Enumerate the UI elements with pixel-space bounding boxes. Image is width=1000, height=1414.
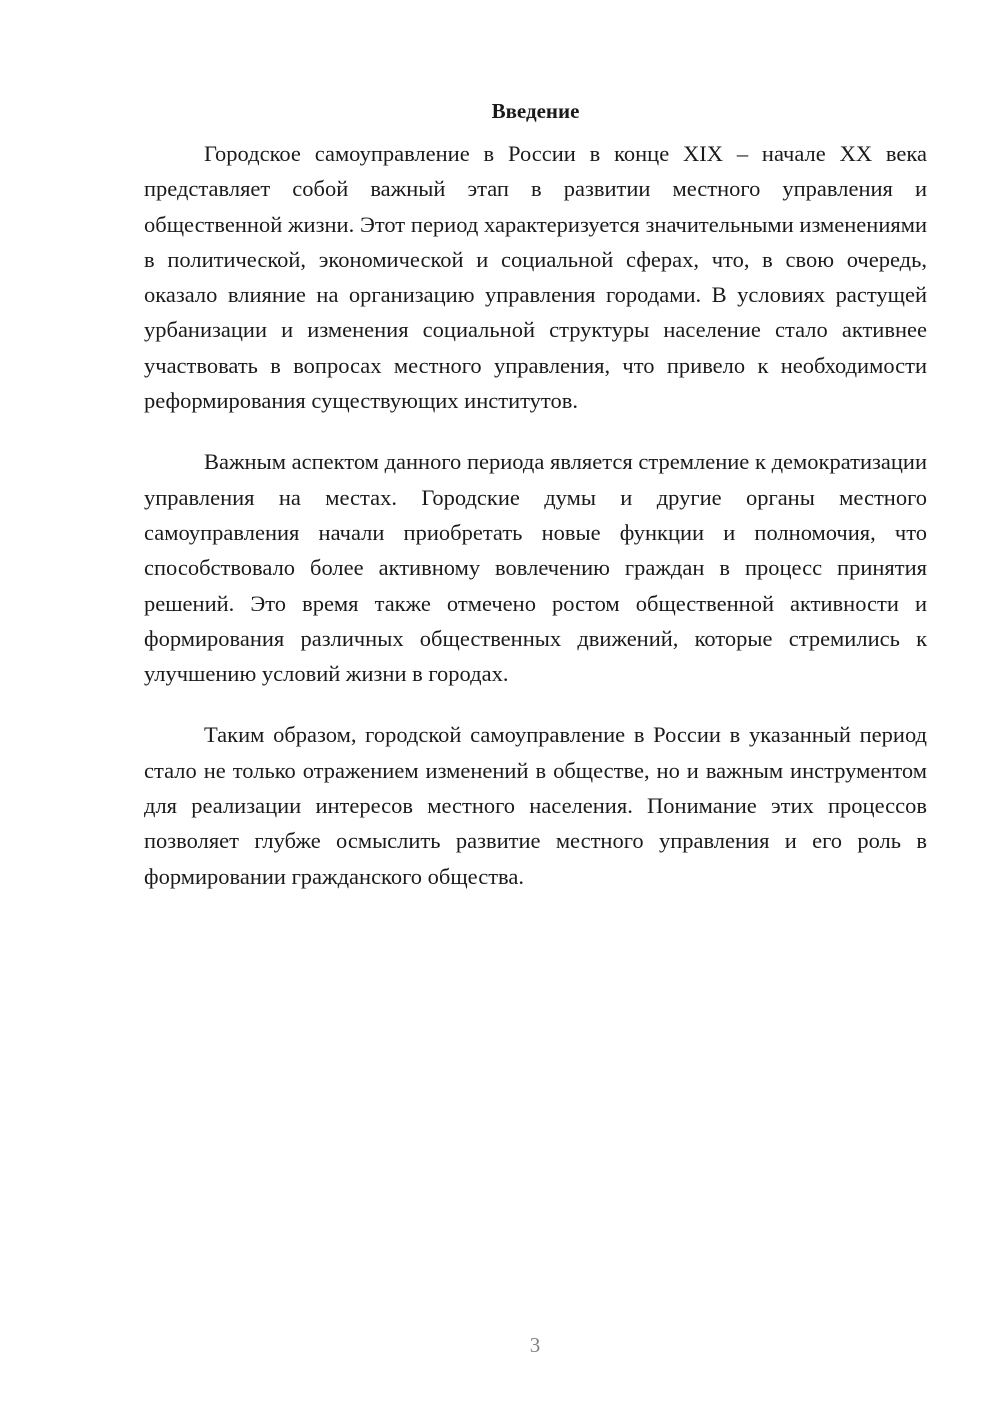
section-title: Введение: [491, 99, 580, 123]
page-content: [144, 97, 927, 920]
paragraph-3: Таким образом, городской самоуправление в России в указанный период стало не только отражением изменений в обществе, но и важным инструментом для реализации интересов местного населения. Понимание этих процессов позволяет глубже осмыслить развитие местного управления и его роль в формировании гражданского общества.: [144, 722, 927, 889]
paragraph-2: Важным аспектом данного периода является стремление к демократизации управления на местах. Городские думы и другие органы местного самоуправления начали приобретать новые функции и полномочия, что способствовало более активному вовлечению граждан в процесс принятия решений. Это время также отмечено ростом общественной активности и формирования различных общественных движений, которые стремились к улучшению условий жизни в городах.: [144, 449, 927, 687]
paragraph-1: Городское самоуправление в России в конце XIX – начале XX века представляет собой важный этап в развитии местного управления и общественной жизни. Этот период характеризуется значительными изменениями в политической, экономической и социальной сферах, что, в свою очередь, оказало влияние на организацию управления городами. В условиях растущей урбанизации и изменения социальной структуры население стало активнее участвовать в вопросах местного управления, что привело к необходимости реформирования существующих институтов.: [144, 141, 927, 414]
page-number: 3: [529, 1333, 541, 1357]
